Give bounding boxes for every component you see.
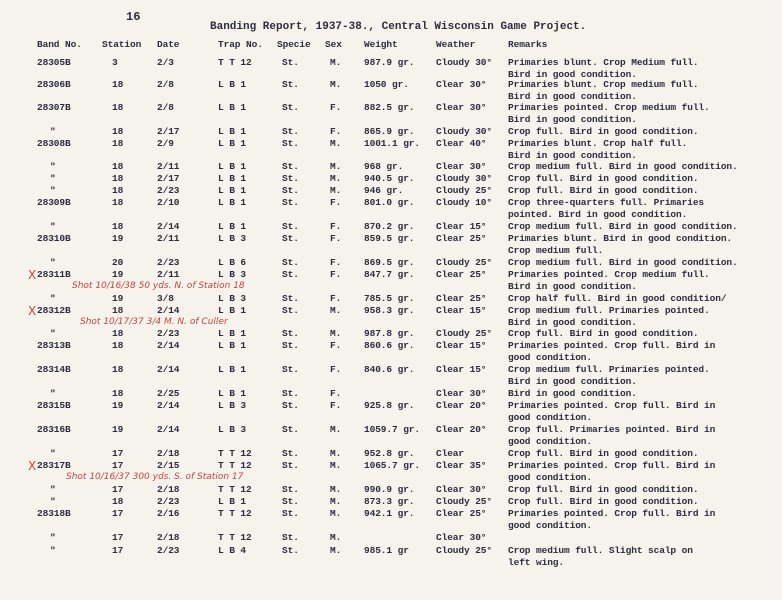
cell-specie: St. — [282, 305, 299, 316]
cell-date: 2/17 — [157, 173, 180, 184]
cell-date: 2/10 — [157, 197, 180, 208]
table-row — [0, 400, 782, 422]
header-trap-no: Trap No. — [218, 39, 263, 50]
cell-remarks-line-2: Bird in good condition. — [508, 91, 637, 102]
cell-station: 18 — [112, 388, 124, 399]
handwritten-note: Shot 10/16/38 50 yds. N. of Station 18 — [72, 281, 245, 291]
cell-weather: Clear 30° — [436, 161, 487, 172]
cell-sex: M. — [330, 508, 342, 519]
cell-band-no: 28317B — [37, 460, 71, 471]
cell-specie: St. — [282, 545, 299, 556]
cell-remarks-line-1: Primaries pointed. Crop full. Bird in — [508, 400, 716, 411]
cell-band-no: 28308B — [37, 138, 71, 149]
cell-remarks-line-1: Primaries pointed. Crop medium full. — [508, 269, 710, 280]
cell-date: 2/14 — [157, 400, 180, 411]
cell-trap-no: L B 1 — [218, 102, 247, 113]
cell-date: 2/14 — [157, 424, 180, 435]
cell-station: 18 — [112, 328, 124, 339]
cell-remarks-line-1: Primaries pointed. Crop full. Bird in — [508, 508, 716, 519]
cell-band-no: 28306B — [37, 79, 71, 90]
cell-date: 2/9 — [157, 138, 174, 149]
cell-station: 18 — [112, 102, 124, 113]
cell-remarks-line-1: Crop full. Bird in good condition. — [508, 496, 699, 507]
header-date: Date — [157, 39, 180, 50]
cell-weight: 882.5 gr. — [364, 102, 415, 113]
cell-trap-no: L B 1 — [218, 126, 247, 137]
cell-station: 18 — [112, 173, 124, 184]
cell-sex: F. — [330, 400, 342, 411]
cell-weather: Clear 30° — [436, 102, 487, 113]
table-row — [0, 340, 782, 362]
cell-station: 18 — [112, 221, 124, 232]
cell-sex: F. — [330, 221, 342, 232]
cell-weather: Cloudy 25° — [436, 328, 493, 339]
cell-trap-no: L B 1 — [218, 185, 247, 196]
cell-trap-no: L B 3 — [218, 269, 247, 280]
cell-date: 2/23 — [157, 496, 180, 507]
cell-remarks-line-1: Crop full. Bird in good condition. — [508, 328, 699, 339]
cell-specie: St. — [282, 293, 299, 304]
cell-weather: Clear — [436, 448, 465, 459]
cell-sex: M. — [330, 57, 342, 68]
cell-band-no: 28315B — [37, 400, 71, 411]
cell-remarks-line-2: Bird in good condition. — [508, 317, 637, 328]
cell-weather: Clear 15° — [436, 221, 487, 232]
cell-sex: F. — [330, 293, 342, 304]
cell-weight: 925.8 gr. — [364, 400, 415, 411]
cell-band-no: " — [50, 126, 56, 137]
cell-date: 2/18 — [157, 532, 180, 543]
cell-weight: 840.6 gr. — [364, 364, 415, 375]
cell-specie: St. — [282, 448, 299, 459]
cell-remarks-line-1: Primaries pointed. Crop medium full. — [508, 102, 710, 113]
cell-trap-no: L B 3 — [218, 400, 247, 411]
cell-specie: St. — [282, 424, 299, 435]
cell-sex: M. — [330, 496, 342, 507]
cell-sex: M. — [330, 424, 342, 435]
cell-date: 2/17 — [157, 126, 180, 137]
cell-remarks-line-2: Bird in good condition. — [508, 281, 637, 292]
cell-weather: Cloudy 25° — [436, 496, 493, 507]
header-weight: Weight — [364, 39, 398, 50]
cell-station: 19 — [112, 233, 124, 244]
cell-weather: Clear 25° — [436, 233, 487, 244]
cell-sex: F. — [330, 388, 342, 399]
table-row — [0, 364, 782, 386]
cell-remarks-line-1: Primaries blunt. Crop medium full. — [508, 79, 699, 90]
cell-weather: Cloudy 25° — [436, 257, 493, 268]
cell-weather: Clear 25° — [436, 293, 487, 304]
cell-weather: Clear 35° — [436, 460, 487, 471]
cell-remarks-line-2: good condition. — [508, 520, 593, 531]
cell-sex: F. — [330, 257, 342, 268]
cell-remarks-line-2: Bird in good condition. — [508, 69, 637, 80]
cell-remarks-line-1: Crop full. Bird in good condition. — [508, 448, 699, 459]
cell-weather: Clear 30° — [436, 484, 487, 495]
cell-specie: St. — [282, 364, 299, 375]
cell-sex: M. — [330, 460, 342, 471]
cell-weight: 990.9 gr. — [364, 484, 415, 495]
cell-weight: 873.3 gr. — [364, 496, 415, 507]
cell-specie: St. — [282, 257, 299, 268]
cell-trap-no: L B 1 — [218, 340, 247, 351]
cell-weather: Clear 20° — [436, 400, 487, 411]
cell-band-no: 28305B — [37, 57, 71, 68]
cell-trap-no: L B 6 — [218, 257, 247, 268]
cell-sex: F. — [330, 197, 342, 208]
cell-weather: Clear 40° — [436, 138, 487, 149]
cell-trap-no: T T 12 — [218, 460, 252, 471]
cell-trap-no: L B 3 — [218, 233, 247, 244]
cell-trap-no: L B 3 — [218, 424, 247, 435]
table-row — [0, 197, 782, 219]
cell-sex: M. — [330, 79, 342, 90]
cell-station: 18 — [112, 364, 124, 375]
cell-specie: St. — [282, 269, 299, 280]
cell-specie: St. — [282, 328, 299, 339]
cell-specie: St. — [282, 173, 299, 184]
table-row — [0, 57, 782, 79]
cell-trap-no: L B 1 — [218, 388, 247, 399]
cell-band-no: " — [50, 161, 56, 172]
cell-trap-no: L B 1 — [218, 161, 247, 172]
cell-station: 17 — [112, 508, 124, 519]
cell-remarks-line-1: Crop medium full. Primaries pointed. — [508, 364, 710, 375]
cell-specie: St. — [282, 161, 299, 172]
header-weather: Weather — [436, 39, 476, 50]
cell-sex: F. — [330, 233, 342, 244]
header-specie: Specie — [277, 39, 311, 50]
cell-sex: F. — [330, 340, 342, 351]
cell-specie: St. — [282, 340, 299, 351]
cell-sex: F. — [330, 364, 342, 375]
header-station: Station — [102, 39, 142, 50]
cell-weight: 860.6 gr. — [364, 340, 415, 351]
cell-date: 3/8 — [157, 293, 174, 304]
cell-remarks-line-1: Primaries blunt. Crop Medium full. — [508, 57, 699, 68]
cell-date: 2/11 — [157, 233, 180, 244]
cell-station: 17 — [112, 545, 124, 556]
cell-trap-no: L B 1 — [218, 496, 247, 507]
cell-specie: St. — [282, 57, 299, 68]
cell-sex: F. — [330, 269, 342, 280]
cell-band-no: " — [50, 545, 56, 556]
cell-remarks-line-1: Crop three-quarters full. Primaries — [508, 197, 705, 208]
cell-weather: Cloudy 25° — [436, 185, 493, 196]
cell-date: 2/14 — [157, 305, 180, 316]
handwritten-note: Shot 10/16/37 300 yds. S. of Station 17 — [66, 472, 244, 482]
cell-trap-no: L B 1 — [218, 79, 247, 90]
cell-band-no: " — [50, 221, 56, 232]
cell-band-no: " — [50, 484, 56, 495]
cell-remarks-line-1: Crop medium full. Bird in good condition. — [508, 161, 738, 172]
cell-weight: 1050 gr. — [364, 79, 409, 90]
cell-date: 2/14 — [157, 221, 180, 232]
cell-specie: St. — [282, 532, 299, 543]
cell-weight: 987.9 gr. — [364, 57, 415, 68]
cell-weight: 958.3 gr. — [364, 305, 415, 316]
cell-weight: 968 gr. — [364, 161, 404, 172]
table-row — [0, 424, 782, 446]
cell-weather: Clear 25° — [436, 269, 487, 280]
cell-band-no: " — [50, 173, 56, 184]
cell-remarks-line-2: pointed. Bird in good condition. — [508, 209, 688, 220]
cell-band-no: " — [50, 496, 56, 507]
cell-trap-no: L B 1 — [218, 328, 247, 339]
cell-weather: Cloudy 10° — [436, 197, 493, 208]
cell-band-no: " — [50, 448, 56, 459]
cell-weight: 1001.1 gr. — [364, 138, 421, 149]
cell-remarks-line-1: Bird in good condition. — [508, 388, 637, 399]
cell-trap-no: L B 4 — [218, 545, 247, 556]
cell-trap-no: L B 3 — [218, 293, 247, 304]
cell-station: 19 — [112, 424, 124, 435]
cell-date: 2/11 — [157, 161, 180, 172]
cell-remarks-line-1: Crop full. Primaries pointed. Bird in — [508, 424, 716, 435]
page-number: 16 — [126, 10, 141, 24]
cell-specie: St. — [282, 102, 299, 113]
cell-specie: St. — [282, 400, 299, 411]
cell-band-no: 28311B — [37, 269, 71, 280]
cell-remarks-line-1: Crop medium full. Bird in good condition. — [508, 221, 738, 232]
cell-remarks-line-1: Crop full. Bird in good condition. — [508, 484, 699, 495]
handwritten-x-mark: X — [28, 268, 37, 282]
cell-weight: 985.1 gr — [364, 545, 409, 556]
table-row — [0, 138, 782, 160]
cell-station: 18 — [112, 305, 124, 316]
cell-station: 20 — [112, 257, 124, 268]
cell-trap-no: L B 1 — [218, 138, 247, 149]
cell-band-no: 28310B — [37, 233, 71, 244]
cell-date: 2/16 — [157, 508, 180, 519]
cell-weather: Clear 30° — [436, 532, 487, 543]
cell-station: 17 — [112, 448, 124, 459]
cell-date: 2/23 — [157, 185, 180, 196]
cell-sex: M. — [330, 484, 342, 495]
cell-weather: Cloudy 30° — [436, 57, 493, 68]
cell-sex: M. — [330, 305, 342, 316]
cell-weight: 1059.7 gr. — [364, 424, 421, 435]
cell-station: 18 — [112, 496, 124, 507]
cell-trap-no: L B 1 — [218, 364, 247, 375]
cell-band-no: " — [50, 293, 56, 304]
cell-station: 19 — [112, 293, 124, 304]
cell-weight: 870.2 gr. — [364, 221, 415, 232]
cell-station: 18 — [112, 161, 124, 172]
cell-sex: M. — [330, 138, 342, 149]
cell-station: 17 — [112, 484, 124, 495]
cell-station: 18 — [112, 79, 124, 90]
cell-date: 2/8 — [157, 79, 174, 90]
cell-weight: 801.0 gr. — [364, 197, 415, 208]
cell-specie: St. — [282, 197, 299, 208]
cell-date: 2/15 — [157, 460, 180, 471]
cell-specie: St. — [282, 138, 299, 149]
cell-weight: 1065.7 gr. — [364, 460, 421, 471]
cell-date: 2/14 — [157, 340, 180, 351]
table-row — [0, 545, 782, 567]
cell-sex: M. — [330, 545, 342, 556]
header-band-no: Band No. — [37, 39, 82, 50]
cell-band-no: 28313B — [37, 340, 71, 351]
cell-remarks-line-2: good condition. — [508, 412, 593, 423]
cell-weather: Cloudy 25° — [436, 545, 493, 556]
cell-station: 3 — [112, 57, 118, 68]
cell-weather: Cloudy 30° — [436, 173, 493, 184]
cell-remarks-line-1: Crop full. Bird in good condition. — [508, 185, 699, 196]
cell-remarks-line-1: Crop medium full. Slight scalp on — [508, 545, 693, 556]
cell-band-no: 28309B — [37, 197, 71, 208]
cell-remarks-line-2: left wing. — [508, 557, 565, 568]
cell-station: 19 — [112, 400, 124, 411]
cell-date: 2/25 — [157, 388, 180, 399]
cell-remarks-line-2: good condition. — [508, 472, 593, 483]
cell-weather: Clear 15° — [436, 364, 487, 375]
cell-remarks-line-2: good condition. — [508, 352, 593, 363]
cell-sex: M. — [330, 328, 342, 339]
cell-weather: Clear 30° — [436, 388, 487, 399]
cell-sex: M. — [330, 448, 342, 459]
cell-remarks-line-1: Crop medium full. Bird in good condition. — [508, 257, 738, 268]
cell-date: 2/8 — [157, 102, 174, 113]
cell-specie: St. — [282, 484, 299, 495]
cell-sex: F. — [330, 126, 342, 137]
cell-band-no: 28307B — [37, 102, 71, 113]
cell-weather: Clear 20° — [436, 424, 487, 435]
cell-date: 2/23 — [157, 257, 180, 268]
cell-trap-no: L B 1 — [218, 305, 247, 316]
cell-remarks-line-1: Crop full. Bird in good condition. — [508, 173, 699, 184]
cell-weather: Cloudy 30° — [436, 126, 493, 137]
cell-specie: St. — [282, 221, 299, 232]
cell-band-no: 28318B — [37, 508, 71, 519]
cell-date: 2/23 — [157, 328, 180, 339]
cell-weather: Clear 30° — [436, 79, 487, 90]
cell-weather: Clear 15° — [436, 305, 487, 316]
cell-weather: Clear 15° — [436, 340, 487, 351]
cell-specie: St. — [282, 460, 299, 471]
cell-date: 2/18 — [157, 484, 180, 495]
cell-remarks-line-2: Crop medium full. — [508, 245, 604, 256]
cell-band-no: " — [50, 257, 56, 268]
cell-remarks-line-2: good condition. — [508, 436, 593, 447]
cell-weight: 869.5 gr. — [364, 257, 415, 268]
table-row — [0, 79, 782, 101]
header-sex: Sex — [325, 39, 342, 50]
cell-weight: 952.8 gr. — [364, 448, 415, 459]
handwritten-x-mark: X — [28, 304, 37, 318]
cell-station: 17 — [112, 460, 124, 471]
cell-weather: Clear 25° — [436, 508, 487, 519]
cell-station: 18 — [112, 126, 124, 137]
cell-trap-no: T T 12 — [218, 484, 252, 495]
table-row — [0, 233, 782, 255]
cell-band-no: 28316B — [37, 424, 71, 435]
cell-specie: St. — [282, 233, 299, 244]
cell-trap-no: T T 12 — [218, 508, 252, 519]
cell-weight: 942.1 gr. — [364, 508, 415, 519]
cell-remarks-line-2: Bird in good condition. — [508, 376, 637, 387]
cell-remarks-line-1: Crop medium full. Primaries pointed. — [508, 305, 710, 316]
cell-band-no: " — [50, 532, 56, 543]
cell-weight: 859.5 gr. — [364, 233, 415, 244]
cell-station: 19 — [112, 269, 124, 280]
header-remarks: Remarks — [508, 39, 548, 50]
cell-trap-no: T T 12 — [218, 57, 252, 68]
cell-band-no: 28312B — [37, 305, 71, 316]
cell-specie: St. — [282, 388, 299, 399]
cell-weight: 865.9 gr. — [364, 126, 415, 137]
cell-specie: St. — [282, 496, 299, 507]
cell-date: 2/11 — [157, 269, 180, 280]
cell-remarks-line-2: Bird in good condition. — [508, 114, 637, 125]
cell-remarks-line-1: Primaries pointed. Crop full. Bird in — [508, 340, 716, 351]
cell-trap-no: L B 1 — [218, 221, 247, 232]
cell-weight: 940.5 gr. — [364, 173, 415, 184]
cell-station: 18 — [112, 138, 124, 149]
report-title: Banding Report, 1937-38., Central Wisconsin Game Project. — [210, 21, 587, 33]
cell-remarks-line-1: Primaries blunt. Bird in good condition. — [508, 233, 733, 244]
cell-sex: F. — [330, 102, 342, 113]
cell-weight: 946 gr. — [364, 185, 404, 196]
cell-trap-no: T T 12 — [218, 448, 252, 459]
cell-weight: 847.7 gr. — [364, 269, 415, 280]
cell-weight: 785.5 gr. — [364, 293, 415, 304]
cell-station: 18 — [112, 197, 124, 208]
cell-remarks-line-1: Primaries blunt. Crop half full. — [508, 138, 688, 149]
cell-station: 17 — [112, 532, 124, 543]
handwritten-x-mark: X — [28, 459, 37, 473]
cell-remarks-line-1: Crop half full. Bird in good condition/ — [508, 293, 727, 304]
cell-trap-no: L B 1 — [218, 197, 247, 208]
table-row — [0, 508, 782, 530]
cell-date: 2/18 — [157, 448, 180, 459]
cell-remarks-line-2: Bird in good condition. — [508, 150, 637, 161]
cell-sex: M. — [330, 185, 342, 196]
cell-date: 2/3 — [157, 57, 174, 68]
cell-date: 2/23 — [157, 545, 180, 556]
cell-specie: St. — [282, 508, 299, 519]
cell-weight: 987.8 gr. — [364, 328, 415, 339]
cell-specie: St. — [282, 185, 299, 196]
cell-remarks-line-1: Crop full. Bird in good condition. — [508, 126, 699, 137]
cell-station: 18 — [112, 340, 124, 351]
cell-date: 2/14 — [157, 364, 180, 375]
cell-trap-no: L B 1 — [218, 173, 247, 184]
cell-band-no: 28314B — [37, 364, 71, 375]
cell-sex: M. — [330, 173, 342, 184]
cell-band-no: " — [50, 185, 56, 196]
cell-station: 18 — [112, 185, 124, 196]
cell-band-no: " — [50, 328, 56, 339]
cell-specie: St. — [282, 126, 299, 137]
table-row — [0, 102, 782, 124]
cell-sex: M. — [330, 161, 342, 172]
cell-specie: St. — [282, 79, 299, 90]
cell-remarks-line-1: Primaries pointed. Crop full. Bird in — [508, 460, 716, 471]
handwritten-note: Shot 10/17/37 3/4 M. N. of Culler — [80, 317, 228, 327]
cell-sex: M. — [330, 532, 342, 543]
cell-band-no: " — [50, 388, 56, 399]
cell-trap-no: T T 12 — [218, 532, 252, 543]
